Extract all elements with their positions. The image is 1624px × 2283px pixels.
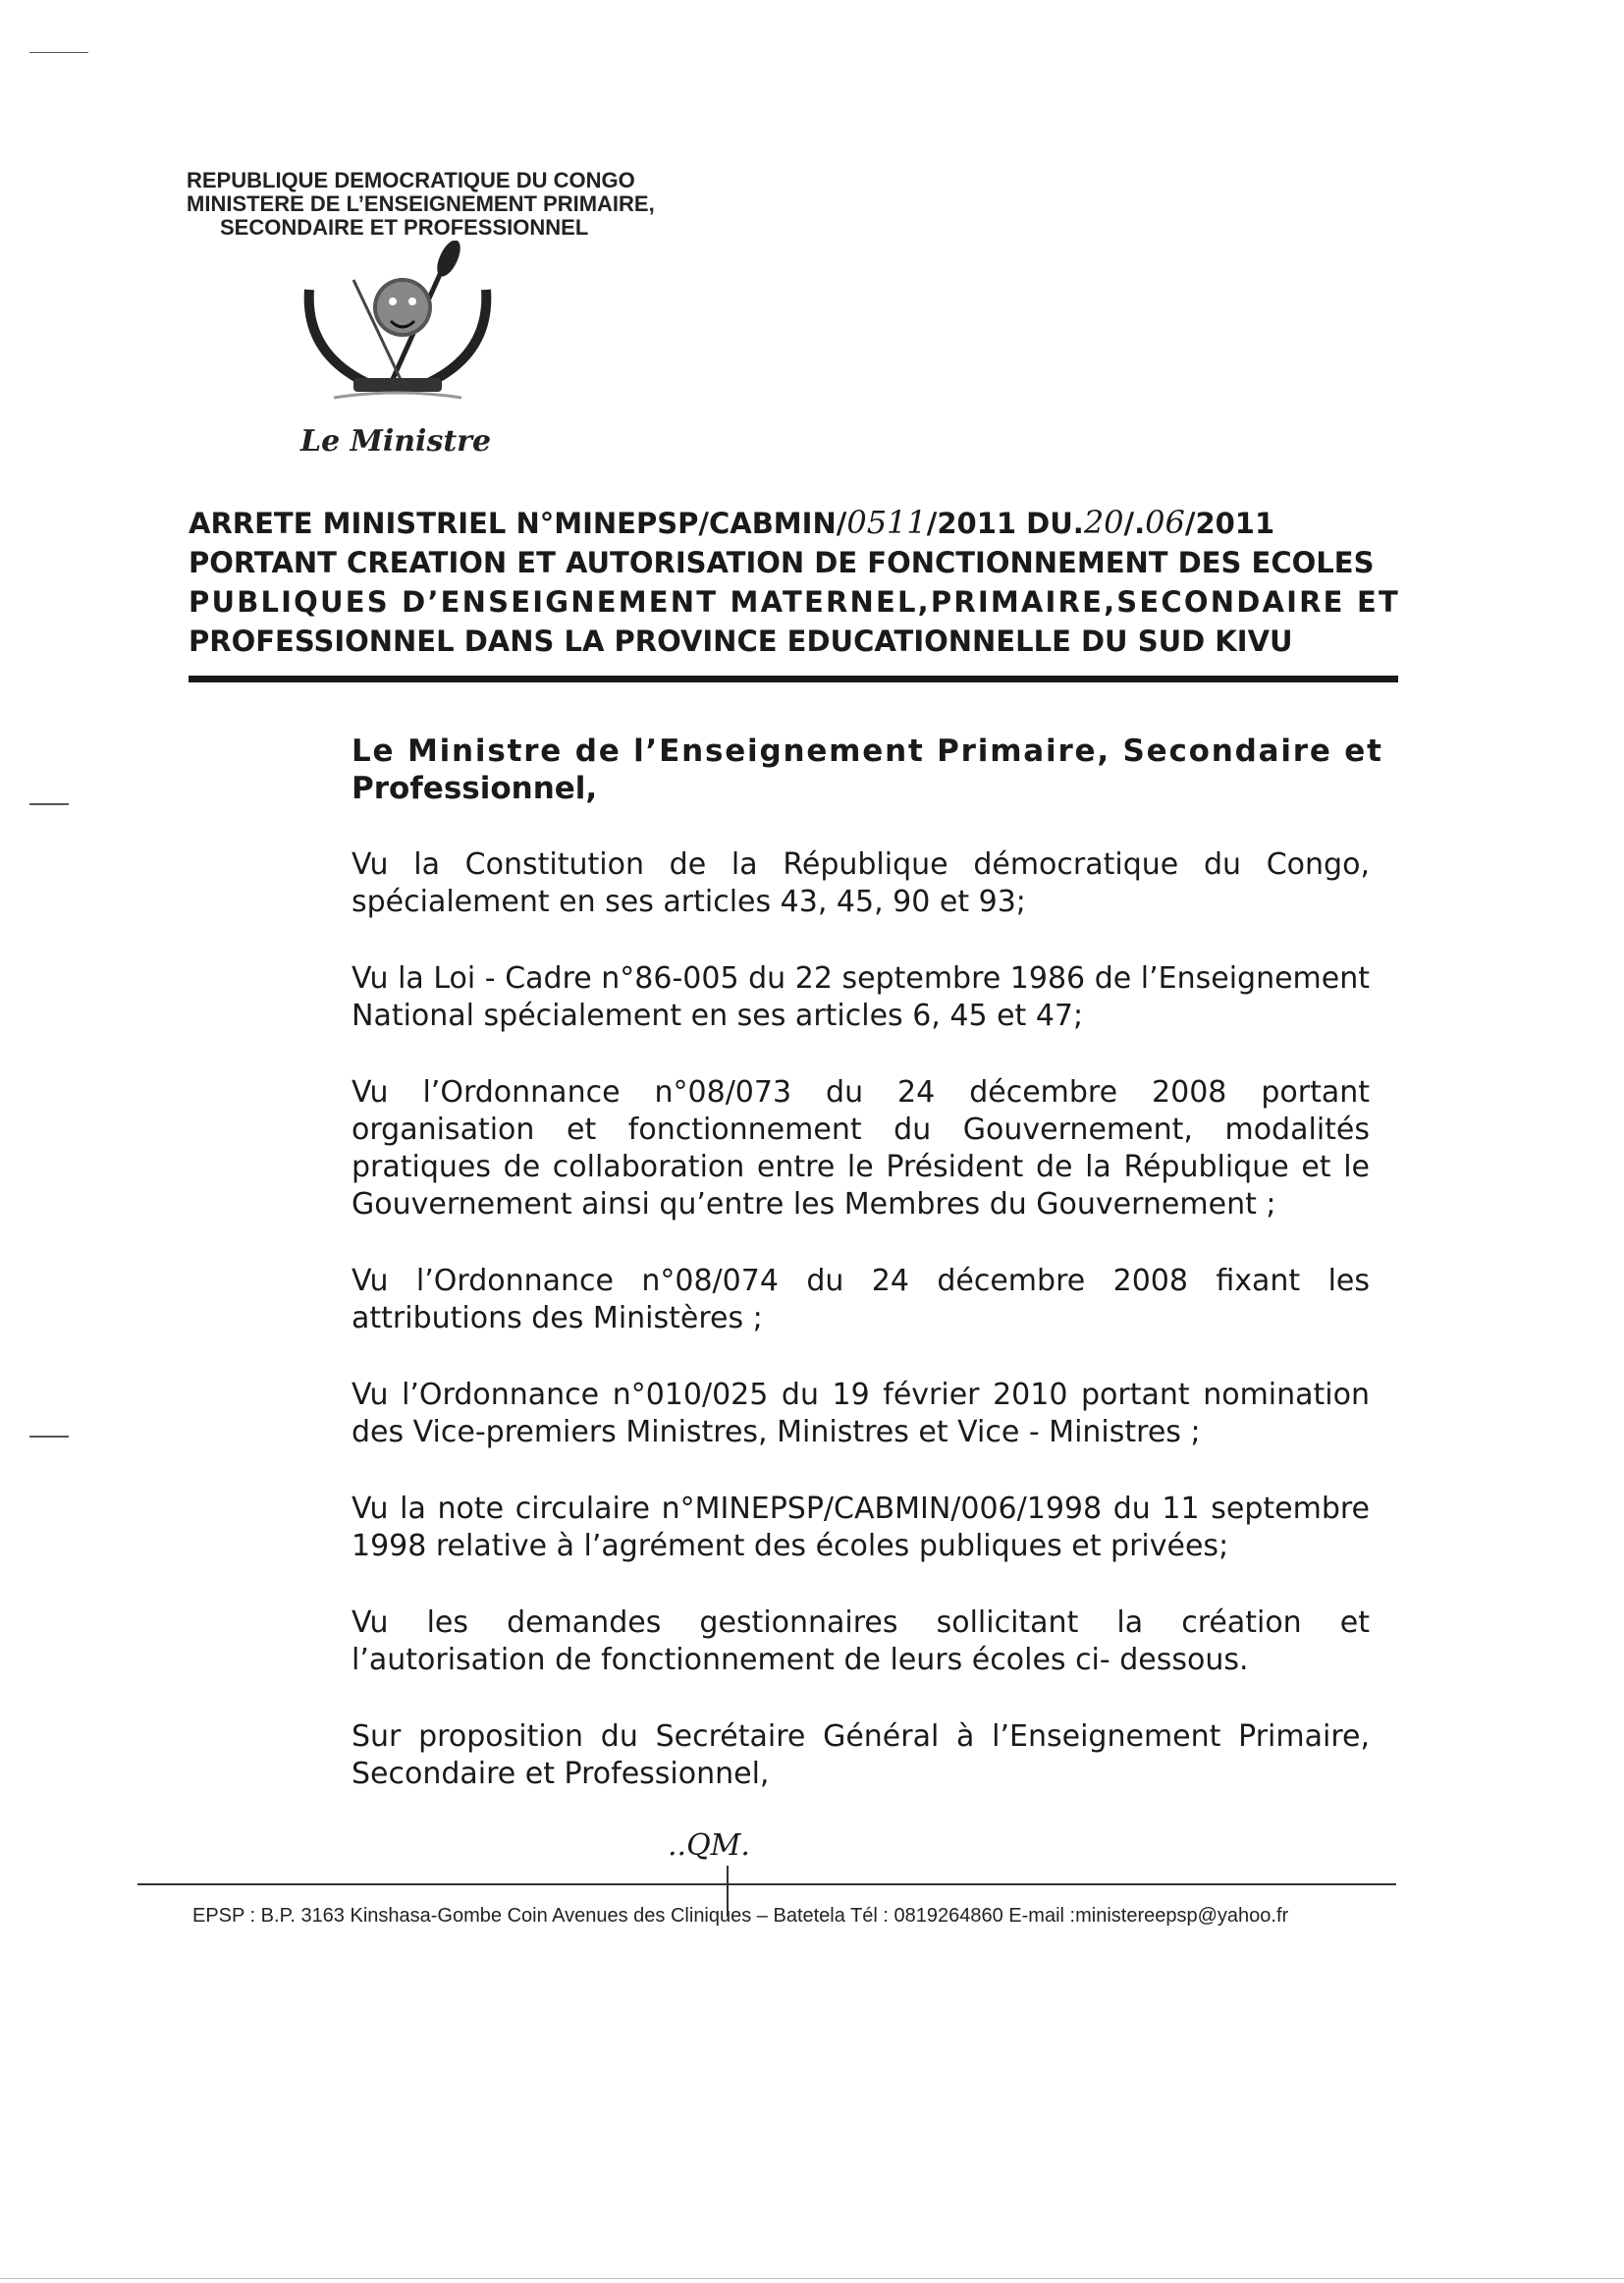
considerant-ordonnance-08-073: [187, 1074, 1370, 1223]
letterhead: [187, 169, 655, 240]
decree-prefix: ARRETE MINISTRIEL N°MINEPSP/CABMIN/: [189, 507, 847, 540]
considerant-text: Vu la Constitution de la République démocratique du Congo, spécialement en ses articles 43, 45, 90 et 93;: [352, 847, 1370, 919]
coat-of-arms-emblem: [295, 241, 501, 408]
considerant-text: Vu l’Ordonnance n°08/074 du 24 décembre 2008 fixant les attributions des Ministères ;: [352, 1264, 1370, 1335]
title-underline: [189, 676, 1398, 682]
considerant-text: Vu l’Ordonnance n°010/025 du 19 février 2010 portant nomination des Vice-premiers Ministres, Ministres et Vice - Ministres ;: [352, 1378, 1370, 1449]
considerant-text: Vu la note circulaire n°MINEPSP/CABMIN/006/1998 du 11 septembre 1998 relative à l’agrément des écoles publiques et privées;: [352, 1492, 1370, 1563]
scan-mark: [29, 1436, 69, 1438]
minister-heading-line-1: Le Ministre de l’Enseignement Primaire, Secondaire et: [352, 734, 1383, 769]
decree-title: [189, 503, 1416, 661]
date-separator: /.: [1123, 507, 1146, 540]
decree-title-line-3: PUBLIQUES D’ENSEIGNEMENT MATERNEL,PRIMAIRE,SECONDAIRE ET: [189, 585, 1400, 619]
handwritten-month: 06: [1145, 504, 1185, 541]
minister-heading-line-2: Professionnel,: [352, 771, 598, 806]
considerant-ordonnance-08-074: [187, 1263, 1370, 1337]
considerant-text: Vu la Loi - Cadre n°86-005 du 22 septembre 1986 de l’Enseignement National spécialement en ses articles 6, 45 et 47;: [352, 961, 1370, 1033]
handwritten-number: 0511: [846, 504, 927, 541]
considerant-text: Sur proposition du Secrétaire Général à l’Enseignement Primaire, Secondaire et Professionnel,: [352, 1719, 1370, 1791]
letterhead-ministry-cont: SECONDAIRE ET PROFESSIONNEL: [220, 215, 589, 240]
footer-contact: EPSP : B.P. 3163 Kinshasa-Gombe Coin Avenues des Cliniques – Batetela Tél : 0819264860 E-mail :ministereepsp@yahoo.fr: [192, 1905, 1289, 1927]
considerant-proposition: [187, 1718, 1370, 1793]
decree-number-group: [189, 503, 1274, 543]
scan-mark: [29, 803, 69, 805]
decree-number-line: [189, 503, 1416, 543]
scan-mark: [29, 52, 88, 53]
minister-heading: [352, 733, 1383, 807]
considerant-text: Vu l’Ordonnance n°08/073 du 24 décembre 2008 portant organisation et fonctionnement du Gouvernement, modalités pratiques de collaboration entre le Président de la République et le Gouvernement ainsi qu’entre les Membres du Gouvernement ;: [352, 1075, 1370, 1222]
considerant-constitution: [187, 846, 1370, 921]
decree-year-end: /2011: [1184, 507, 1275, 540]
handwritten-day: 20: [1083, 504, 1124, 541]
considerant-text: Vu les demandes gestionnaires sollicitant la création et l’autorisation de fonctionnement de leurs écoles ci- dessous.: [352, 1605, 1370, 1677]
considerant-demandes: [187, 1604, 1370, 1679]
decree-title-line-2: PORTANT CREATION ET AUTORISATION DE FONCTIONNEMENT DES ECOLES: [189, 546, 1375, 579]
decree-year: /2011 DU.: [926, 507, 1084, 540]
bottom-border-mark: [0, 2278, 1624, 2279]
initials: ..QM.: [668, 1828, 750, 1863]
considerant-ordonnance-010-025: [187, 1377, 1370, 1451]
letterhead-ministry: MINISTERE DE L’ENSEIGNEMENT PRIMAIRE,: [187, 191, 655, 216]
signature-le-ministre: Le Ministre: [300, 424, 492, 459]
letterhead-country: REPUBLIQUE DEMOCRATIQUE DU CONGO: [187, 168, 635, 192]
considerant-note-circulaire: [187, 1491, 1370, 1565]
decree-title-line-4: PROFESSIONNEL DANS LA PROVINCE EDUCATIONNELLE DU SUD KIVU: [189, 625, 1293, 658]
footer-rule: [137, 1883, 1396, 1885]
considerant-loi-cadre: [187, 960, 1370, 1035]
